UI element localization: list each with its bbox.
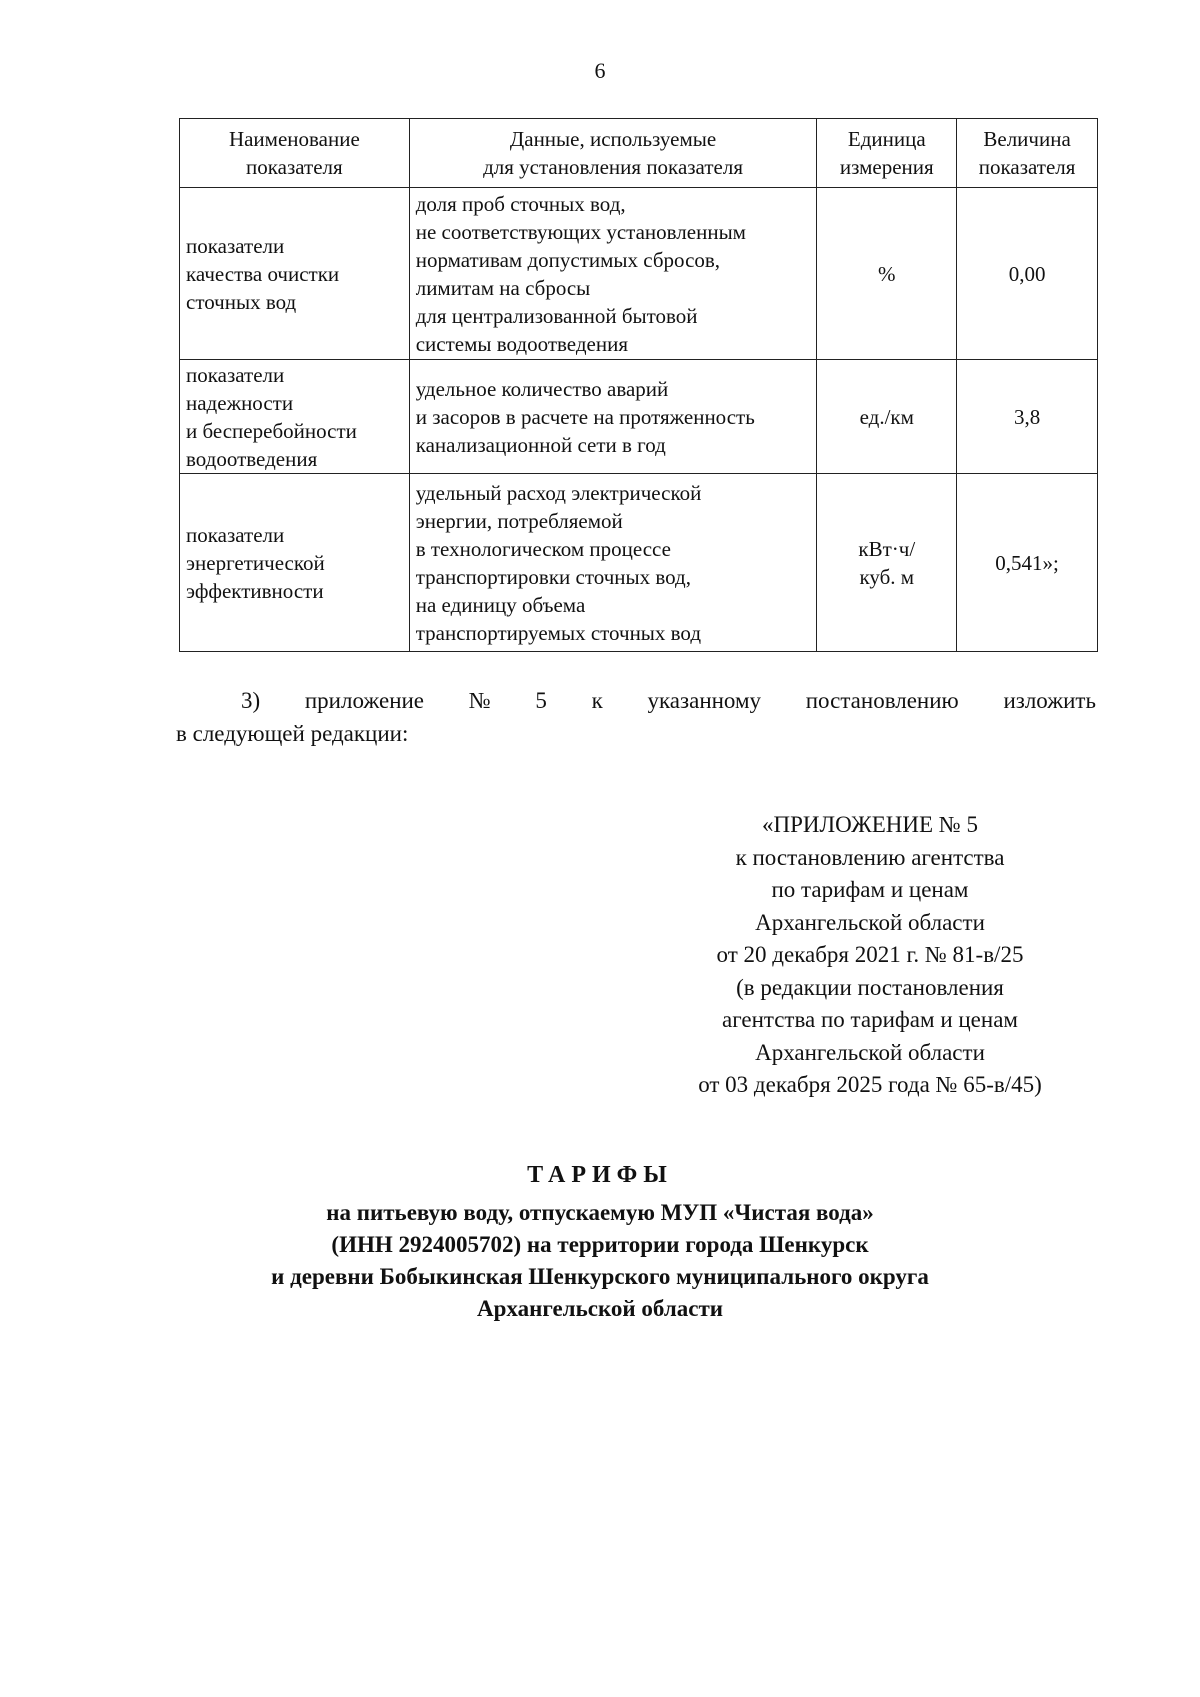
cell-line: показатели bbox=[186, 233, 285, 258]
cell-line: сточных вод bbox=[186, 289, 297, 314]
header-line: Данные, используемые bbox=[509, 127, 717, 151]
cell-line: удельное количество аварий bbox=[415, 376, 669, 401]
indicator-data-cell bbox=[409, 360, 817, 474]
cell-line: не соответствующих установленным bbox=[415, 219, 746, 244]
cell-line: энергетической bbox=[186, 550, 325, 575]
indicator-data-cell bbox=[409, 474, 817, 652]
cell-line: для централизованной бытовой bbox=[415, 303, 698, 328]
tariffs-subtitle-line: Архангельской области bbox=[476, 1296, 723, 1321]
tariffs-subtitle bbox=[0, 1197, 1200, 1325]
cell-line: канализационной сети в год bbox=[415, 432, 666, 457]
appendix-header bbox=[650, 809, 1090, 1102]
amendment-word: постановлению bbox=[805, 688, 959, 713]
header-line: показателя bbox=[978, 155, 1076, 179]
header-line: показателя bbox=[246, 155, 343, 179]
cell-line: водоотведения bbox=[186, 446, 318, 471]
indicators-table bbox=[179, 118, 1098, 652]
header-cell-unit bbox=[817, 119, 957, 188]
indicator-value-cell: 0,541»; bbox=[957, 474, 1098, 652]
cell-line: доля проб сточных вод, bbox=[415, 191, 626, 216]
cell-line: системы водоотведения bbox=[415, 331, 628, 356]
cell-line: куб. м bbox=[859, 564, 915, 589]
header-line: Наименование bbox=[228, 127, 360, 151]
tariffs-title: ТАРИФЫ bbox=[527, 1162, 673, 1188]
page-number: 6 bbox=[594, 58, 606, 83]
header-line: Величина bbox=[983, 127, 1071, 151]
cell-line: ед./км bbox=[859, 404, 914, 429]
appendix-line: от 20 декабря 2021 г. № 81-в/25 bbox=[716, 942, 1024, 967]
header-cell-data bbox=[409, 119, 817, 188]
cell-line: энергии, потребляемой bbox=[415, 508, 623, 533]
cell-line: и засоров в расчете на протяженность bbox=[415, 404, 755, 429]
appendix-line: к постановлению агентства bbox=[735, 844, 1005, 870]
amendment-word: указанному bbox=[647, 688, 762, 713]
table-header-row bbox=[180, 119, 1098, 188]
table-row bbox=[180, 360, 1098, 474]
cell-line: нормативам допустимых сбросов, bbox=[415, 247, 721, 272]
appendix-line: по тарифам и ценам bbox=[771, 877, 969, 902]
indicator-name-cell bbox=[180, 360, 410, 474]
amendment-first-line bbox=[176, 684, 1096, 717]
cell-line: в технологическом процессе bbox=[415, 536, 671, 561]
amendment-paragraph bbox=[176, 684, 1096, 750]
appendix-line: (в редакции постановления bbox=[736, 974, 1004, 1000]
amendment-word: 3) bbox=[241, 688, 261, 713]
header-line: для установления показателя bbox=[483, 155, 743, 179]
indicator-value-cell: 3,8 bbox=[957, 360, 1098, 474]
tariffs-subtitle-line: на питьевую воду, отпускаемую МУП «Чистая вода» bbox=[326, 1200, 874, 1225]
cell-line: и бесперебойности bbox=[186, 418, 357, 443]
header-line: Единица bbox=[847, 127, 926, 151]
amendment-second-line: в следующей редакции: bbox=[176, 721, 409, 746]
header-cell-value bbox=[957, 119, 1098, 188]
amendment-word: к bbox=[591, 688, 603, 713]
indicator-unit-cell bbox=[817, 360, 957, 474]
header-line: измерения bbox=[839, 155, 934, 179]
amendment-word: изложить bbox=[1003, 688, 1096, 713]
table-row bbox=[180, 188, 1098, 360]
cell-line: лимитам на сбросы bbox=[415, 275, 591, 300]
appendix-line: «ПРИЛОЖЕНИЕ № 5 bbox=[761, 812, 979, 837]
cell-line: транспортируемых сточных вод bbox=[415, 620, 702, 645]
indicator-name-cell bbox=[180, 474, 410, 652]
appendix-line: Архангельской области bbox=[755, 909, 985, 935]
appendix-line: от 03 декабря 2025 года № 65-в/45) bbox=[698, 1072, 1042, 1097]
appendix-line: Архангельской области bbox=[755, 1039, 985, 1065]
indicator-data-cell bbox=[409, 188, 817, 360]
cell-line: качества очистки bbox=[186, 261, 340, 286]
cell-line: % bbox=[878, 261, 896, 286]
cell-line: транспортировки сточных вод, bbox=[415, 564, 691, 589]
indicator-unit-cell bbox=[817, 474, 957, 652]
amendment-word: 5 bbox=[535, 688, 547, 713]
table-row bbox=[180, 474, 1098, 652]
cell-line: эффективности bbox=[186, 578, 324, 603]
cell-line: надежности bbox=[186, 390, 294, 415]
cell-line: на единицу объема bbox=[415, 592, 586, 617]
header-cell-name bbox=[180, 119, 410, 188]
cell-line: удельный расход электрической bbox=[415, 480, 702, 505]
cell-line: показатели bbox=[186, 522, 285, 547]
cell-line: кВт·ч/ bbox=[858, 536, 916, 561]
cell-line: показатели bbox=[186, 362, 285, 387]
amendment-word: приложение bbox=[304, 688, 425, 713]
tariffs-subtitle-line: и деревни Бобыкинская Шенкурского муниципального округа bbox=[271, 1264, 929, 1289]
indicator-unit-cell bbox=[817, 188, 957, 360]
indicator-name-cell bbox=[180, 188, 410, 360]
tariffs-subtitle-line: (ИНН 2924005702) на территории города Шенкурск bbox=[331, 1232, 869, 1257]
indicator-value-cell: 0,00 bbox=[957, 188, 1098, 360]
appendix-line: агентства по тарифам и ценам bbox=[722, 1007, 1018, 1032]
amendment-word: № bbox=[468, 688, 491, 713]
